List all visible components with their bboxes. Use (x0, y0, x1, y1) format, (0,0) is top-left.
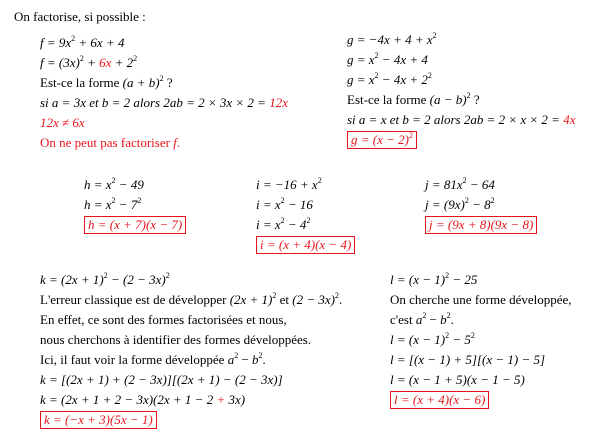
exponent: 2 (432, 31, 437, 40)
result-box (347, 131, 417, 149)
text-run: nous cherchons à identifier des formes développées. (40, 332, 312, 347)
exponent: 2 (445, 271, 450, 280)
exponent: 2 (71, 34, 76, 43)
boxed-result (40, 410, 342, 430)
block-k (40, 270, 342, 430)
text-run: En effet, ce sont des formes factorisées et nous, (40, 312, 287, 327)
text-run: l = [(x − 1) + 5][(x − 1) − 5] (390, 352, 546, 367)
equation-line (40, 33, 288, 53)
exponent: 2 (462, 176, 467, 185)
text-run: si a = x et b = 2 alors 2ab = 2 × x × 2 = (347, 112, 564, 127)
boxed-result (390, 390, 572, 410)
boxed-result (256, 235, 355, 255)
equation-line (40, 350, 342, 370)
text-run: − (426, 312, 441, 327)
text-run: g = x (347, 52, 375, 67)
text-run: i = x (256, 197, 281, 212)
boxed-result (347, 130, 576, 150)
exponent: 2 (408, 131, 413, 140)
block-l (390, 270, 572, 410)
text-run: k = (−x + 3)(5x − 1) (44, 412, 153, 427)
text-run: j = (9x) (425, 197, 465, 212)
boxed-result (84, 215, 186, 235)
result-box (256, 236, 355, 254)
exponent: 2 (272, 291, 277, 300)
exponent: 2 (374, 71, 379, 80)
exponent: 2 (427, 71, 432, 80)
equation-line (40, 310, 342, 330)
text-run: j = 81x (425, 177, 463, 192)
exponent: 2 (334, 291, 339, 300)
text-run: 3x) (225, 392, 246, 407)
text-run: − 4x + 4 (378, 52, 428, 67)
text-run: + 6x + 4 (75, 35, 125, 50)
exponent: 2 (159, 74, 164, 83)
equation-line (84, 175, 186, 195)
text-run: f = (3x) (40, 55, 80, 70)
equation-line (347, 30, 576, 50)
result-box (390, 391, 489, 409)
text-run: 6x (99, 55, 112, 70)
exponent: 2 (280, 196, 285, 205)
text-run: ? (163, 75, 173, 90)
exponent: 2 (280, 216, 285, 225)
text-run: On cherche une forme développée, (390, 292, 572, 307)
text-run: (a + b) (122, 75, 160, 90)
text-run: Est-ce la forme (40, 75, 123, 90)
exponent: 2 (422, 311, 427, 320)
block-f (40, 33, 288, 153)
text-run: + (216, 392, 226, 407)
intro-title: On factorise, si possible : (14, 9, 146, 24)
text-run: i = −16 + x (256, 177, 318, 192)
text-run: . (450, 312, 454, 327)
exponent: 2 (470, 331, 475, 340)
equation-line (256, 175, 355, 195)
equation-line (40, 290, 342, 310)
block-i (256, 175, 355, 255)
text-run: 4x (563, 112, 576, 127)
text-run: a (227, 352, 235, 367)
text-run: h = x (84, 197, 112, 212)
text-run: − 8 (468, 197, 491, 212)
text-run: + 2 (111, 55, 134, 70)
equation-line (347, 110, 576, 130)
text-run: k = [(2x + 1) + (2 − 3x)][(2x + 1) − (2 − 3x)] (40, 372, 283, 387)
exponent: 2 (446, 311, 451, 320)
text-run: h = x (84, 177, 112, 192)
text-run: − 5 (449, 332, 471, 347)
exponent: 2 (79, 54, 84, 63)
text-run: a (415, 312, 423, 327)
equation-line (40, 93, 288, 113)
text-run: L'erreur classique est de développer (40, 292, 230, 307)
text-run: j = (9x + 8)(9x − 8) (429, 217, 534, 232)
text-run: − 4x + 2 (378, 72, 428, 87)
equation-line (390, 330, 572, 350)
text-run: On ne peut pas factoriser (40, 135, 174, 150)
text-run: (2x + 1) (229, 292, 273, 307)
text-run: 12x (269, 95, 288, 110)
equation-line (425, 175, 537, 195)
exponent: 2 (317, 176, 322, 185)
equation-line (390, 290, 572, 310)
text-run: k = (2x + 1) (40, 272, 104, 287)
text-run: . (338, 292, 343, 307)
equation-line (390, 350, 572, 370)
block-h (84, 175, 186, 235)
equation-line (40, 113, 288, 133)
text-run: h = (x + 7)(x − 7) (88, 217, 183, 232)
text-run: Ici, il faut voir la forme développée (40, 352, 228, 367)
exponent: 2 (137, 196, 142, 205)
text-run: . (262, 352, 266, 367)
text-run: − 4 (284, 217, 307, 232)
text-run: Est-ce la forme (347, 92, 430, 107)
exponent: 2 (374, 51, 379, 60)
exponent: 2 (464, 196, 469, 205)
exponent: 2 (103, 271, 108, 280)
text-run: i = (x + 4)(x − 4) (260, 237, 352, 252)
text-run: l = (x + 4)(x − 6) (394, 392, 486, 407)
text-run: si a = 3x et b = 2 alors 2ab = 2 × 3x × 2 = (40, 95, 270, 110)
equation-line (40, 53, 288, 73)
text-run: f (173, 135, 177, 150)
exponent: 2 (490, 196, 495, 205)
equation-line (40, 133, 288, 153)
exponent: 2 (306, 216, 311, 225)
exponent: 2 (111, 176, 116, 185)
equation-line (425, 195, 537, 215)
equation-line (347, 90, 576, 110)
result-box (84, 216, 186, 234)
text-run: l = (x − 1 + 5)(x − 1 − 5) (390, 372, 525, 387)
text-run: b (440, 312, 447, 327)
equation-line (256, 195, 355, 215)
text-run: k = (2x + 1 + 2 − 3x)(2x + 1 − 2 (40, 392, 217, 407)
equation-line (256, 215, 355, 235)
exponent: 2 (234, 351, 239, 360)
equation-line (390, 270, 572, 290)
exponent: 2 (445, 331, 450, 340)
equation-line (347, 50, 576, 70)
exponent: 2 (466, 91, 471, 100)
text-run: g = x (347, 72, 375, 87)
text-run: l = (x − 1) (390, 332, 446, 347)
exponent: 2 (258, 351, 263, 360)
text-run: (2 − 3x) (292, 292, 335, 307)
equation-line (40, 270, 342, 290)
equation-line (40, 370, 342, 390)
equation-line (40, 330, 342, 350)
text-run: ? (470, 92, 480, 107)
text-run: 12x ≠ 6x (40, 115, 85, 130)
text-run: c'est (390, 312, 416, 327)
text-run: (a − b) (429, 92, 467, 107)
exponent: 2 (165, 271, 170, 280)
exponent: 2 (133, 54, 138, 63)
text-run: g = −4x + 4 + x (347, 32, 433, 47)
block-j (425, 175, 537, 235)
text-run: + (83, 55, 100, 70)
equation-line (40, 390, 342, 410)
text-run: − 64 (466, 177, 495, 192)
boxed-result (425, 215, 537, 235)
text-run: b (252, 352, 259, 367)
block-g (347, 30, 576, 150)
text-run: g = (x − 2) (351, 132, 409, 147)
equation-line (390, 310, 572, 330)
text-run: f = 9x (40, 35, 72, 50)
text-run: l = (x − 1) (390, 272, 446, 287)
text-run: − (238, 352, 253, 367)
text-run: − 25 (449, 272, 478, 287)
result-box (40, 411, 157, 429)
equation-line (390, 370, 572, 390)
equation-line (40, 73, 288, 93)
text-run: . (176, 135, 181, 150)
text-run: − (2 − 3x) (107, 272, 166, 287)
equation-line (84, 195, 186, 215)
text-run: − 7 (115, 197, 138, 212)
text-run: − 49 (115, 177, 144, 192)
text-run: et (276, 292, 293, 307)
result-box (425, 216, 537, 234)
exponent: 2 (111, 196, 116, 205)
text-run: − 16 (284, 197, 313, 212)
equation-line (347, 70, 576, 90)
text-run: i = x (256, 217, 281, 232)
